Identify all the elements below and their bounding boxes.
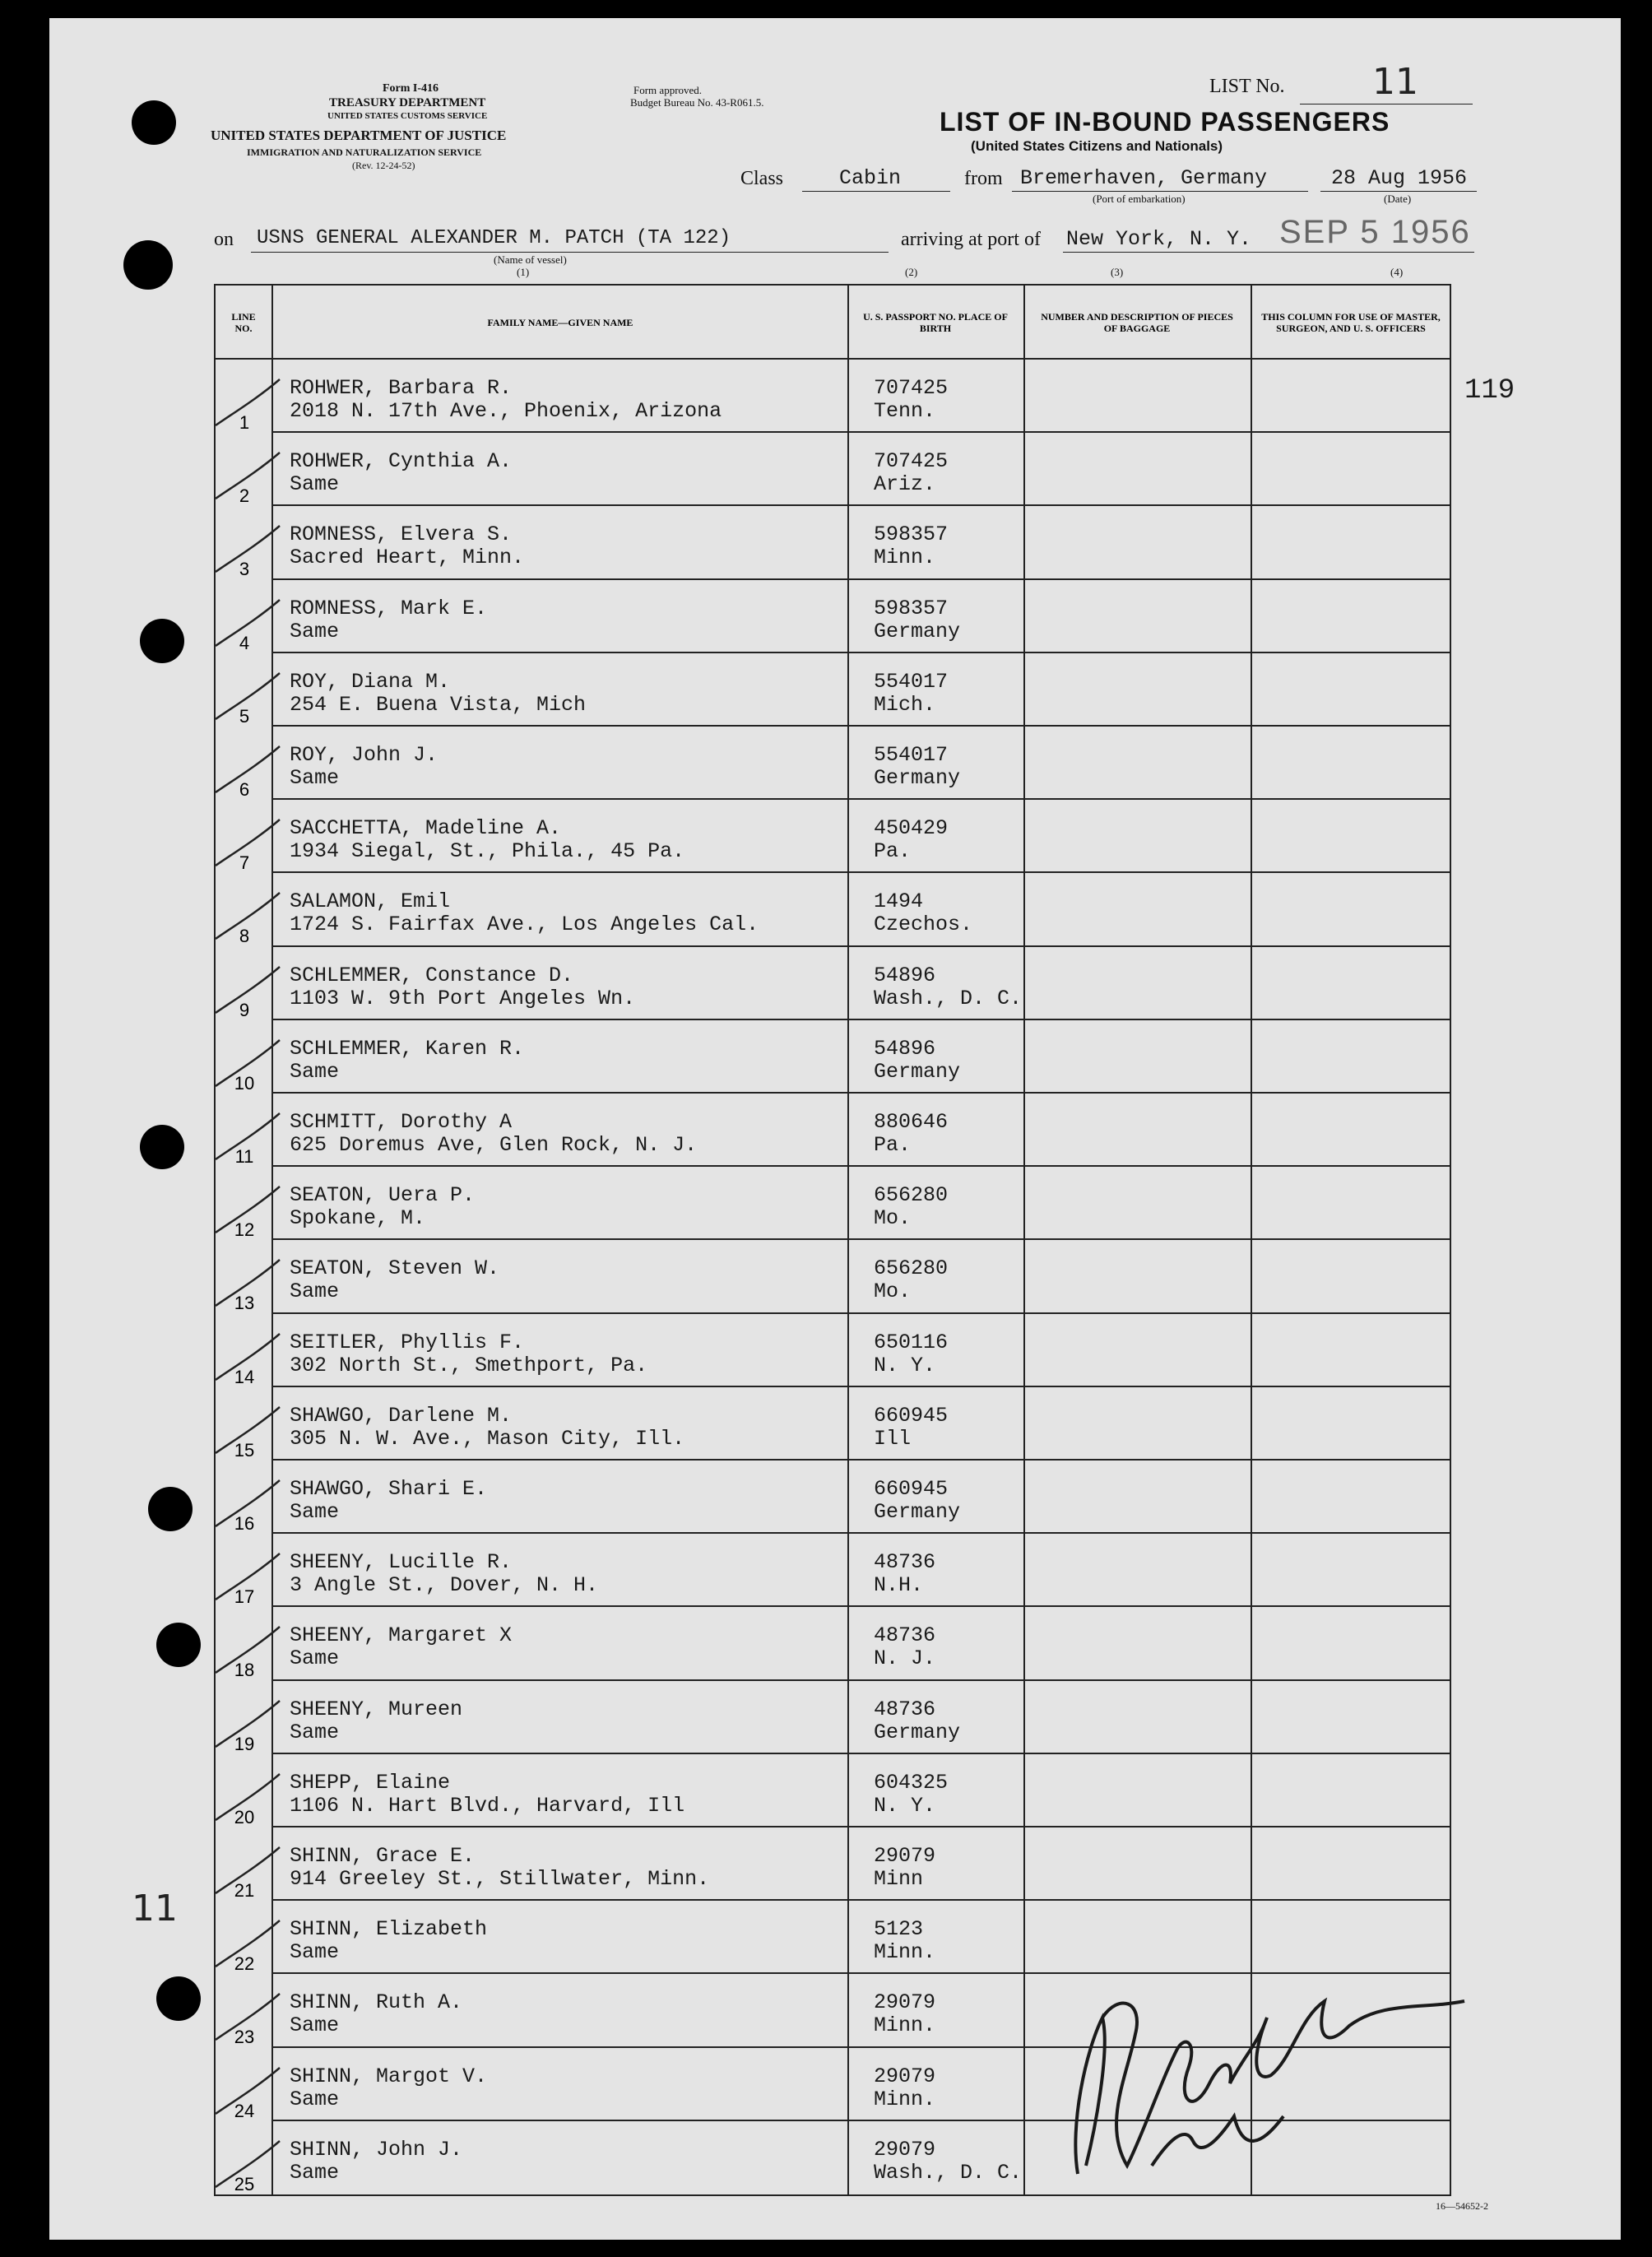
passenger-address: Sacred Heart, Minn. — [290, 546, 525, 570]
line-number: 3 — [239, 559, 250, 580]
passport-number: 450429 — [874, 816, 949, 841]
check-tick-mark — [207, 1329, 281, 1386]
passenger-name: SEITLER, Phyllis F. — [290, 1330, 525, 1354]
passenger-name: SHAWGO, Darlene M. — [290, 1403, 513, 1428]
line-number: 12 — [234, 1219, 255, 1241]
line-number: 4 — [239, 632, 250, 653]
table-row — [216, 1681, 1450, 1755]
line-number: 22 — [234, 1953, 255, 1975]
caption-3: (3) — [1111, 266, 1124, 278]
passenger-name: SHINN, Ruth A. — [290, 1990, 463, 2015]
passenger-address: Same — [290, 766, 340, 790]
passenger-name: SHINN, Grace E. — [290, 1844, 476, 1868]
check-tick-mark — [207, 374, 281, 432]
check-tick-mark — [207, 1916, 281, 1973]
passport-number: 660945 — [874, 1477, 949, 1501]
passenger-address: Same — [290, 1646, 340, 1671]
place-of-birth: Mo. — [874, 1279, 912, 1304]
place-of-birth: Germany — [874, 619, 961, 643]
table-row — [216, 653, 1450, 727]
table-row — [216, 433, 1450, 507]
check-tick-mark — [207, 1549, 281, 1606]
check-tick-mark — [207, 668, 281, 726]
passport-number: 29079 — [874, 1990, 936, 2015]
passport-number: 650116 — [874, 1330, 949, 1354]
passenger-address: Same — [290, 1279, 340, 1304]
budget-bureau: Budget Bureau No. 43-R061.5. — [630, 96, 764, 109]
passenger-name: ROMNESS, Elvera S. — [290, 522, 513, 547]
table-row — [216, 1387, 1450, 1461]
table-row — [216, 1240, 1450, 1314]
footer-code: 16—54652-2 — [1436, 2200, 1488, 2212]
place-of-birth: N. J. — [874, 1646, 936, 1671]
passenger-address: Same — [290, 619, 340, 643]
check-tick-mark — [207, 815, 281, 872]
line-number: 6 — [239, 779, 250, 800]
passport-number: 707425 — [874, 376, 949, 400]
line-number: 13 — [234, 1293, 255, 1314]
passport-number: 554017 — [874, 669, 949, 694]
passenger-name: SCHMITT, Dorothy A — [290, 1110, 513, 1134]
check-tick-mark — [207, 1989, 281, 2046]
passport-number: 29079 — [874, 1844, 936, 1868]
col-name: FAMILY NAME—GIVEN NAME — [487, 317, 633, 328]
passenger-name: SHINN, Margot V. — [290, 2064, 488, 2088]
line-number: 18 — [234, 1660, 255, 1681]
passenger-name: SHINN, John J. — [290, 2137, 463, 2162]
caption-4: (4) — [1390, 266, 1404, 278]
col-passport: U. S. PASSPORT NO. PLACE OF BIRTH — [863, 311, 1008, 334]
place-of-birth: Minn. — [874, 2087, 936, 2111]
table-row — [216, 1534, 1450, 1608]
table-row — [216, 506, 1450, 580]
line-number: 9 — [239, 999, 250, 1020]
passenger-address: Same — [290, 2013, 340, 2038]
place-of-birth: Wash., D. C. — [874, 2160, 1023, 2185]
table-row — [216, 1167, 1450, 1241]
passenger-address: 1724 S. Fairfax Ave., Los Angeles Cal. — [290, 913, 759, 937]
place-of-birth: Wash., D. C. — [874, 986, 1023, 1010]
list-no-label: LIST No. — [1209, 76, 1285, 97]
punch-hole — [123, 240, 173, 290]
passenger-name: SCHLEMMER, Karen R. — [290, 1036, 525, 1061]
passenger-address: Same — [290, 1940, 340, 1965]
passenger-address: Same — [290, 1500, 340, 1524]
passenger-name: SALAMON, Emil — [290, 889, 451, 914]
table-row — [216, 727, 1450, 801]
check-tick-mark — [207, 1696, 281, 1753]
line-number: 25 — [234, 2173, 255, 2194]
place-of-birth: Ariz. — [874, 472, 936, 497]
passenger-address: 254 E. Buena Vista, Mich — [290, 692, 587, 717]
place-of-birth: Pa. — [874, 839, 912, 864]
table-row — [216, 1020, 1450, 1094]
passenger-address: 914 Greeley St., Stillwater, Minn. — [290, 1867, 710, 1891]
page-stamp: 119 — [1464, 375, 1515, 406]
check-tick-mark — [207, 741, 281, 799]
passenger-name: SHEPP, Elaine — [290, 1770, 451, 1795]
table-row — [216, 1827, 1450, 1902]
line-number: 21 — [234, 1880, 255, 1901]
passport-number: 554017 — [874, 743, 949, 767]
passenger-address: Spokane, M. — [290, 1206, 426, 1231]
passenger-table — [214, 284, 1451, 2196]
check-tick-mark — [207, 962, 281, 1019]
punch-hole — [140, 619, 184, 663]
line-number: 8 — [239, 926, 250, 947]
line-number: 16 — [234, 1513, 255, 1534]
class-label: Class — [740, 168, 784, 189]
line-number: 2 — [239, 485, 250, 507]
vessel-name: USNS GENERAL ALEXANDER M. PATCH (TA 122) — [257, 227, 731, 249]
line-number: 17 — [234, 1586, 255, 1608]
passenger-name: SHEENY, Lucille R. — [290, 1550, 513, 1575]
passenger-name: ROHWER, Barbara R. — [290, 376, 513, 400]
passenger-name: ROY, Diana M. — [290, 669, 451, 694]
from-value: Bremerhaven, Germany — [1020, 166, 1268, 190]
vessel-caption: (Name of vessel) — [494, 253, 567, 266]
passenger-address: 2018 N. 17th Ave., Phoenix, Arizona — [290, 399, 722, 423]
punch-hole — [148, 1487, 193, 1531]
line-number: 10 — [234, 1072, 255, 1094]
passport-number: 48736 — [874, 1697, 936, 1721]
check-tick-mark — [207, 1035, 281, 1093]
class-underline — [802, 191, 950, 192]
check-tick-mark — [207, 1182, 281, 1239]
form-approved: Form approved. — [633, 84, 703, 96]
passport-number: 707425 — [874, 449, 949, 474]
passenger-name: ROHWER, Cynthia A. — [290, 449, 513, 474]
place-of-birth: Germany — [874, 1500, 961, 1524]
arrival-date-stamp: SEP 5 1956 — [1279, 214, 1471, 250]
punch-hole — [132, 100, 176, 145]
arrival-port: New York, N. Y. — [1066, 227, 1252, 251]
place-of-birth: Tenn. — [874, 399, 936, 423]
line-number: 24 — [234, 2100, 255, 2121]
passport-number: 1494 — [874, 889, 924, 914]
check-tick-mark — [207, 1769, 281, 1827]
table-row — [216, 873, 1450, 947]
date-caption: (Date) — [1384, 193, 1412, 205]
check-tick-mark — [207, 595, 281, 652]
line-number: 11 — [234, 1146, 254, 1167]
passenger-name: SCHLEMMER, Constance D. — [290, 963, 574, 987]
table-row — [216, 1094, 1450, 1168]
passport-number: 48736 — [874, 1550, 936, 1575]
passenger-address: 1103 W. 9th Port Angeles Wn. — [290, 986, 636, 1010]
place-of-birth: Germany — [874, 766, 961, 790]
passport-number: 48736 — [874, 1623, 936, 1648]
list-number: 11 — [1372, 61, 1418, 103]
place-of-birth: N.H. — [874, 1573, 924, 1598]
passenger-name: ROY, John J. — [290, 743, 439, 767]
place-of-birth: Germany — [874, 1720, 961, 1744]
place-of-birth: Minn. — [874, 2013, 936, 2038]
caption-1: (1) — [517, 266, 530, 278]
line-number: 19 — [234, 1733, 255, 1754]
check-tick-mark — [207, 1622, 281, 1679]
passport-number: 54896 — [874, 963, 936, 987]
passport-number: 29079 — [874, 2064, 936, 2088]
table-row — [216, 800, 1450, 874]
passport-number: 880646 — [874, 1110, 949, 1134]
place-of-birth: Mich. — [874, 692, 936, 717]
passenger-address: Same — [290, 1720, 340, 1744]
passport-number: 5123 — [874, 1917, 924, 1942]
check-tick-mark — [207, 2063, 281, 2120]
passport-number: 29079 — [874, 2137, 936, 2162]
line-number: 7 — [239, 852, 250, 874]
passport-number: 54896 — [874, 1036, 936, 1061]
treasury-dept: TREASURY DEPARTMENT — [329, 96, 486, 109]
date-value: 28 Aug 1956 — [1331, 166, 1468, 190]
passenger-list-page — [49, 18, 1621, 2240]
passenger-address: 1106 N. Hart Blvd., Harvard, Ill — [290, 1793, 685, 1818]
vessel-underline — [251, 252, 889, 253]
passport-number: 656280 — [874, 1256, 949, 1281]
place-of-birth: Minn — [874, 1867, 924, 1891]
line-number: 15 — [234, 1439, 255, 1461]
check-tick-mark — [207, 448, 281, 505]
punch-hole — [156, 1623, 201, 1667]
place-of-birth: Czechos. — [874, 913, 973, 937]
line-number: 23 — [234, 2027, 255, 2048]
passenger-name: SHEENY, Mureen — [290, 1697, 463, 1721]
check-tick-mark — [207, 1108, 281, 1166]
place-of-birth: Minn. — [874, 546, 936, 570]
passenger-address: 1934 Siegal, St., Phila., 45 Pa. — [290, 839, 685, 864]
place-of-birth: N. Y. — [874, 1353, 936, 1377]
check-tick-mark — [207, 1255, 281, 1312]
passenger-address: Same — [290, 2087, 340, 2111]
passenger-address: Same — [290, 1059, 340, 1084]
page-subtitle: (United States Citizens and Nationals) — [971, 138, 1223, 154]
passenger-name: SHEENY, Margaret X — [290, 1623, 513, 1648]
date-underline — [1320, 191, 1477, 192]
class-value: Cabin — [839, 166, 902, 190]
passport-number: 604325 — [874, 1770, 949, 1795]
place-of-birth: Minn. — [874, 1940, 936, 1965]
revision-date: (Rev. 12-24-52) — [352, 160, 415, 171]
place-of-birth: N. Y. — [874, 1793, 936, 1818]
passenger-name: SHAWGO, Shari E. — [290, 1477, 488, 1501]
line-number: 14 — [234, 1366, 255, 1387]
passenger-name: SEATON, Uera P. — [290, 1183, 476, 1208]
table-row — [216, 1461, 1450, 1535]
passenger-name: SACCHETTA, Madeline A. — [290, 816, 562, 841]
check-tick-mark — [207, 2136, 281, 2194]
table-row — [216, 947, 1450, 1021]
punch-hole — [156, 1976, 201, 2021]
from-underline — [1012, 191, 1308, 192]
from-label: from — [964, 168, 1003, 189]
passenger-name: SHINN, Elizabeth — [290, 1917, 488, 1942]
ins-service: IMMIGRATION AND NATURALIZATION SERVICE — [247, 146, 482, 158]
line-number: 5 — [239, 705, 250, 727]
check-tick-mark — [207, 1402, 281, 1460]
check-tick-mark — [207, 521, 281, 578]
punch-hole — [140, 1125, 184, 1169]
caption-2: (2) — [905, 266, 918, 278]
officer-signature — [1053, 1919, 1481, 2199]
table-row — [216, 1754, 1450, 1828]
passenger-address: Same — [290, 472, 340, 497]
place-of-birth: Ill — [874, 1426, 912, 1451]
passenger-address: 3 Angle St., Dover, N. H. — [290, 1573, 599, 1598]
place-of-birth: Mo. — [874, 1206, 912, 1231]
page-title: LIST OF IN-BOUND PASSENGERS — [940, 107, 1390, 137]
port-underline — [1063, 252, 1474, 253]
table-row — [216, 1607, 1450, 1681]
line-number: 1 — [239, 412, 250, 433]
passport-number: 656280 — [874, 1183, 949, 1208]
on-label: on — [214, 229, 234, 250]
col-officers: THIS COLUMN FOR USE OF MASTER, SURGEON, AND U. S. OFFICERS — [1261, 311, 1441, 334]
place-of-birth: Pa. — [874, 1133, 912, 1157]
passenger-address: 625 Doremus Ave, Glen Rock, N. J. — [290, 1133, 698, 1157]
passenger-name: ROMNESS, Mark E. — [290, 596, 488, 620]
col-baggage: NUMBER AND DESCRIPTION OF PIECES OF BAGGAGE — [1041, 311, 1233, 334]
col-line-no: LINE NO. — [231, 311, 256, 334]
check-tick-mark — [207, 1842, 281, 1900]
margin-mark: 11 — [132, 1888, 178, 1930]
form-number: Form I-416 — [383, 82, 439, 95]
customs-service: UNITED STATES CUSTOMS SERVICE — [327, 111, 488, 121]
passenger-address: Same — [290, 2160, 340, 2185]
passenger-address: 305 N. W. Ave., Mason City, Ill. — [290, 1426, 685, 1451]
passport-number: 598357 — [874, 596, 949, 620]
justice-dept: UNITED STATES DEPARTMENT OF JUSTICE — [211, 128, 507, 143]
arriving-label: arriving at port of — [901, 229, 1041, 250]
line-number: 20 — [234, 1806, 255, 1827]
passenger-name: SEATON, Steven W. — [290, 1256, 500, 1281]
from-caption: (Port of embarkation) — [1093, 193, 1186, 205]
passport-number: 598357 — [874, 522, 949, 547]
passport-number: 660945 — [874, 1403, 949, 1428]
table-row — [216, 580, 1450, 654]
check-tick-mark — [207, 1475, 281, 1533]
table-row — [216, 1314, 1450, 1388]
check-tick-mark — [207, 888, 281, 945]
place-of-birth: Germany — [874, 1059, 961, 1084]
table-row — [216, 360, 1450, 434]
passenger-address: 302 North St., Smethport, Pa. — [290, 1353, 648, 1377]
